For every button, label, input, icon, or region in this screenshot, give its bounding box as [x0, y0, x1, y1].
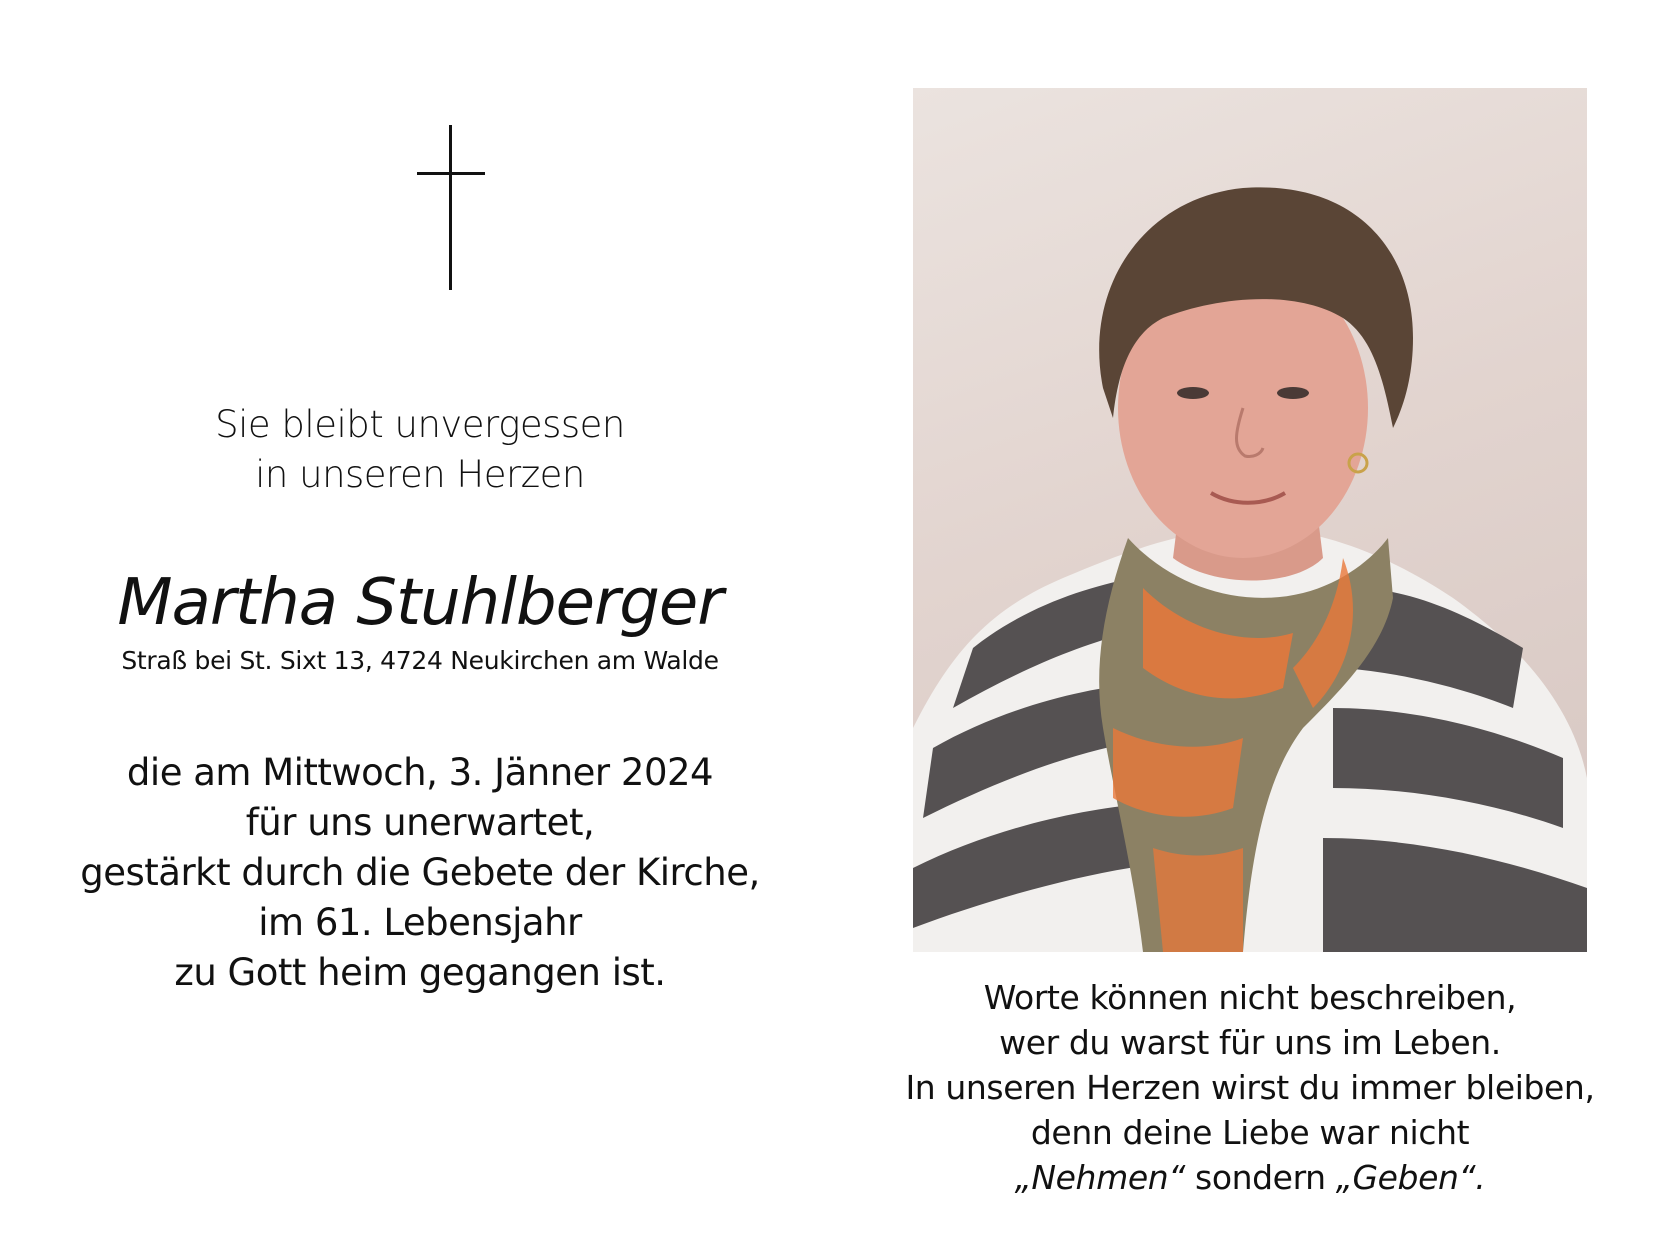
cross-horizontal-bar — [417, 172, 485, 175]
intro-line-1: Sie bleibt unvergessen — [215, 403, 625, 446]
deceased-name: Martha Stuhlberger — [117, 566, 723, 640]
details-line-1: die am Mittwoch, 3. Jänner 2024 — [126, 751, 714, 794]
cross-vertical-bar — [449, 125, 452, 290]
quote-line-4: denn deine Liebe war nicht — [1030, 1113, 1470, 1152]
death-details — [30, 748, 810, 998]
left-column — [30, 0, 810, 1254]
details-line-5: zu Gott heim gegangen ist. — [174, 951, 666, 994]
intro-text — [30, 400, 810, 500]
memorial-quote — [880, 975, 1620, 1200]
portrait-illustration — [913, 88, 1587, 952]
quote-line-2: wer du warst für uns im Leben. — [999, 1023, 1501, 1062]
details-line-2: für uns unerwartet, — [245, 801, 595, 844]
quote-emphasis-nehmen: „Nehmen“ — [1014, 1158, 1185, 1197]
cross-icon — [417, 125, 487, 290]
quote-emphasis-geben: „Geben“. — [1335, 1158, 1486, 1197]
details-line-3: gestärkt durch die Gebete der Kirche, — [80, 851, 760, 894]
quote-line-5 — [880, 1155, 1620, 1200]
deceased-address: Straß bei St. Sixt 13, 4724 Neukirchen am Walde — [121, 646, 719, 675]
portrait-photo — [913, 88, 1587, 952]
quote-connector: sondern — [1184, 1158, 1336, 1197]
quote-line-3: In unseren Herzen wirst du immer bleiben, — [905, 1068, 1595, 1107]
intro-line-2: in unseren Herzen — [255, 453, 585, 496]
details-line-4: im 61. Lebensjahr — [258, 901, 582, 944]
quote-line-1: Worte können nicht beschreiben, — [983, 978, 1517, 1017]
